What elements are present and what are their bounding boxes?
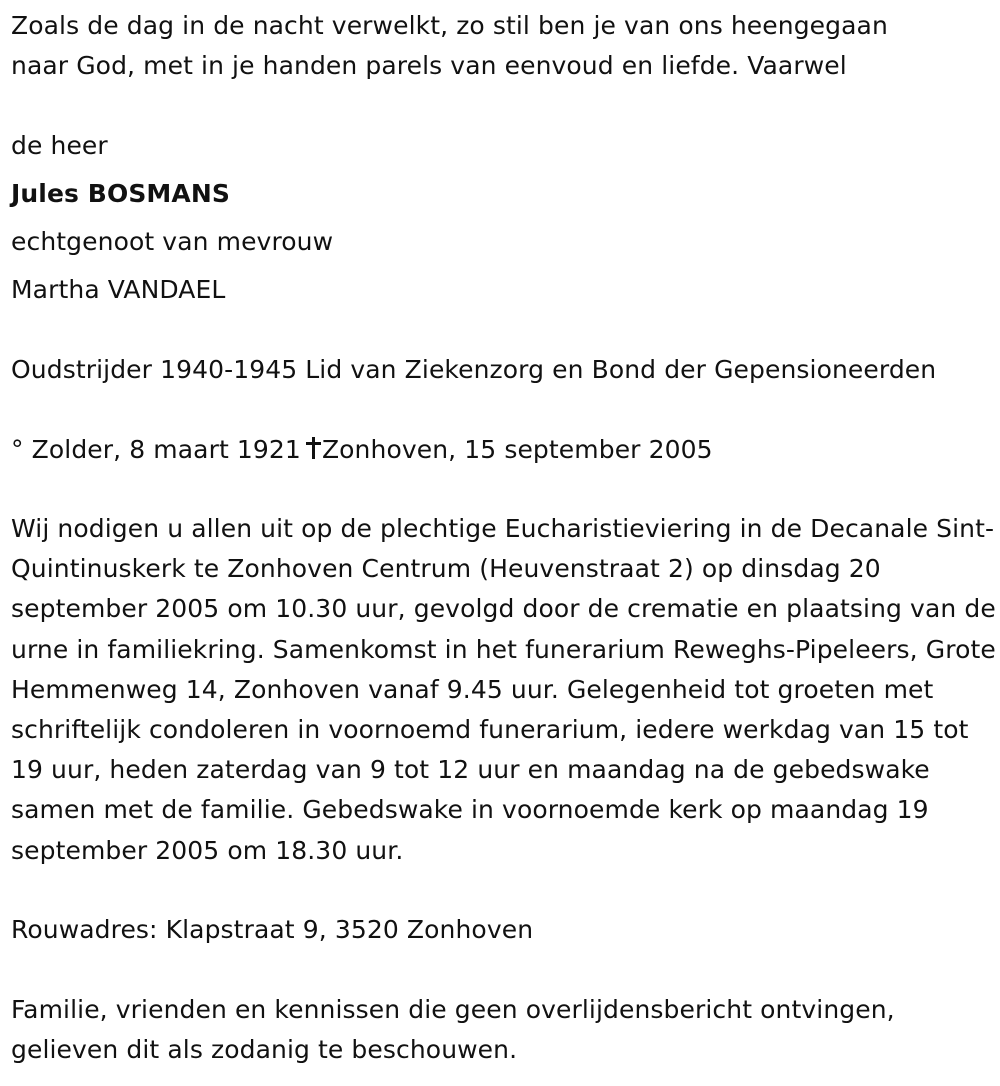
- closing-note: Familie, vrienden en kennissen die geen overlijdensbericht ontvingen, gelieven dit als zodanig te beschouwen.: [11, 995, 895, 1065]
- affiliations: Oudstrijder 1940-1945 Lid van Ziekenzorg en Bond der Gepensioneerden: [11, 355, 937, 384]
- service-details: Wij nodigen u allen uit op de plechtige Eucharistieviering in de Decanale Sint-Quintinuskerk te Zonhoven Centrum (Heuvenstraat 2) op dinsdag 20 september 2005 om 10.30 uur, gevolgd door de crematie en plaatsing van de urne in familiekring. Samenkomst in het funerarium Reweghs-Pipeleers, Grote Hemmenweg 14, Zonhoven vanaf 9.45 uur. Gelegenheid tot groeten met schriftelijk condoleren in voornoemd funerarium, iedere werkdag van 15 tot 19 uur, heden zaterdag van 9 tot 12 uur en maandag na de gebedswake samen met de familie. Gebedswake in voornoemde kerk op maandag 19 september 2005 om 18.30 uur.: [11, 514, 996, 865]
- death-date: Zonhoven, 15 september 2005: [321, 435, 713, 464]
- spouse-relation: echtgenoot van mevrouw: [11, 227, 334, 256]
- death-cross-icon: [306, 437, 320, 459]
- salutation: de heer: [11, 131, 108, 160]
- mourning-address: Rouwadres: Klapstraat 9, 3520 Zonhoven: [11, 915, 534, 944]
- birth-date: ° Zolder, 8 maart 1921: [11, 435, 301, 464]
- life-dates: [11, 430, 713, 470]
- deceased-name: Jules BOSMANS: [11, 179, 230, 208]
- poem-line-1: Zoals de dag in de nacht verwelkt, zo stil ben je van ons heengegaan: [11, 11, 888, 40]
- poem-line-2: naar God, met in je handen parels van eenvoud en liefde. Vaarwel: [11, 51, 847, 80]
- spouse-name: Martha VANDAEL: [11, 275, 226, 304]
